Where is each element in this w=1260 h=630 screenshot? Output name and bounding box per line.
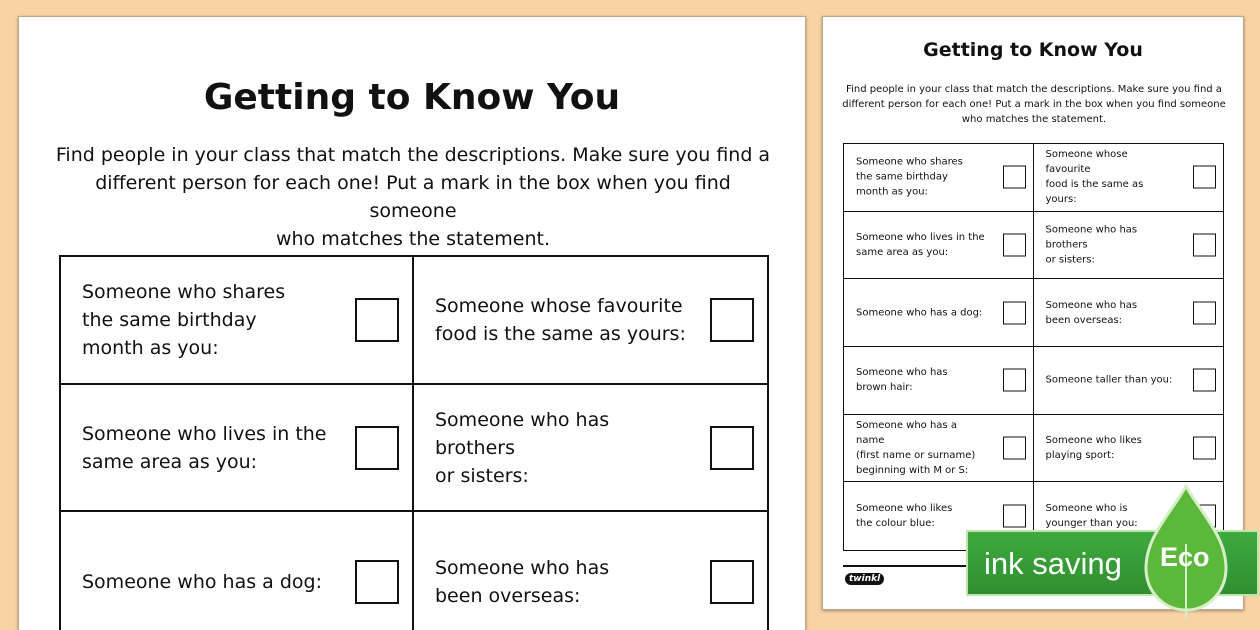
tick-box[interactable]: [1003, 166, 1026, 189]
statement-cell: [414, 512, 767, 630]
statement-text: Someone who has a dog:: [856, 307, 983, 319]
statement-cell: [1034, 212, 1224, 280]
tick-box[interactable]: [355, 298, 399, 342]
statement-cell: [1034, 415, 1224, 483]
statement-cell: [1034, 279, 1224, 347]
statement-text: Someone who has brothers or sisters:: [1045, 224, 1138, 266]
statement-text: Someone who has brothers or sisters:: [435, 408, 610, 487]
statement-cell: [844, 212, 1034, 280]
tick-box[interactable]: [1003, 369, 1026, 392]
tick-box[interactable]: [355, 560, 399, 604]
large-worksheet: [18, 16, 806, 630]
statement-text: Someone who has a name (first name or surname) beginning with M or S:: [856, 419, 976, 476]
tick-box[interactable]: [1193, 233, 1216, 256]
statement-text: Someone who likes the colour blue:: [856, 503, 953, 530]
tick-box[interactable]: [1193, 369, 1216, 392]
tick-box[interactable]: [1193, 436, 1216, 459]
statement-cell: [844, 144, 1034, 212]
tick-box[interactable]: [1193, 301, 1216, 324]
statement-cell: [61, 512, 414, 630]
statement-text: Someone taller than you:: [1045, 374, 1173, 386]
statement-cell: [414, 385, 767, 512]
tick-box[interactable]: [710, 426, 754, 470]
statement-text: Someone who lives in the same area as you:: [82, 422, 327, 473]
statement-text: Someone who has been overseas:: [1045, 299, 1138, 326]
ink-saving-label: ink saving: [984, 546, 1122, 581]
eco-label: Eco: [1160, 542, 1210, 572]
tick-box[interactable]: [1003, 436, 1026, 459]
statement-text: Someone who is younger than you:: [1045, 503, 1138, 530]
statement-text: Someone whose favourite food is the same as yours:: [1045, 149, 1144, 206]
page-title: Getting to Know You: [923, 39, 1143, 61]
statement-text: Someone whose favourite food is the same as yours:: [435, 295, 686, 345]
tick-box[interactable]: [1003, 505, 1026, 528]
page-title: Getting to Know You: [203, 77, 621, 118]
statement-cell: [414, 257, 767, 385]
tick-box[interactable]: [1003, 301, 1026, 324]
statement-cell: [1034, 347, 1224, 415]
statement-text: Someone who shares the same birthday month as you:: [82, 281, 286, 359]
statement-grid: [59, 255, 769, 630]
statement-cell: [844, 415, 1034, 483]
statement-text: Someone who has been overseas:: [435, 557, 610, 607]
instructions: Find people in your class that match the descriptions. Make sure you find a different person for each one! Put a mark in the box when you find someone who matches the statement.: [55, 144, 771, 250]
tick-box[interactable]: [1193, 166, 1216, 189]
tick-box[interactable]: [1003, 233, 1026, 256]
statement-text: Someone who has a dog:: [82, 571, 322, 593]
statement-cell: [61, 385, 414, 512]
statement-text: Someone who has brown hair:: [856, 367, 948, 394]
instructions: Find people in your class that match the descriptions. Make sure you find a different person for each one! Put a mark in the box when you find someone who matches the statement.: [842, 84, 1226, 125]
statement-text: Someone who shares the same birthday month as you:: [856, 156, 963, 198]
statement-text: Someone who lives in the same area as you:: [856, 231, 985, 258]
tick-box[interactable]: [355, 426, 399, 470]
statement-cell: [844, 279, 1034, 347]
tick-box[interactable]: [710, 560, 754, 604]
twinkl-logo: twinkl: [845, 573, 884, 585]
statement-text: Someone who likes playing sport:: [1045, 434, 1142, 461]
statement-cell: [844, 347, 1034, 415]
tick-box[interactable]: [710, 298, 754, 342]
statement-cell: [1034, 144, 1224, 212]
statement-cell: [61, 257, 414, 385]
